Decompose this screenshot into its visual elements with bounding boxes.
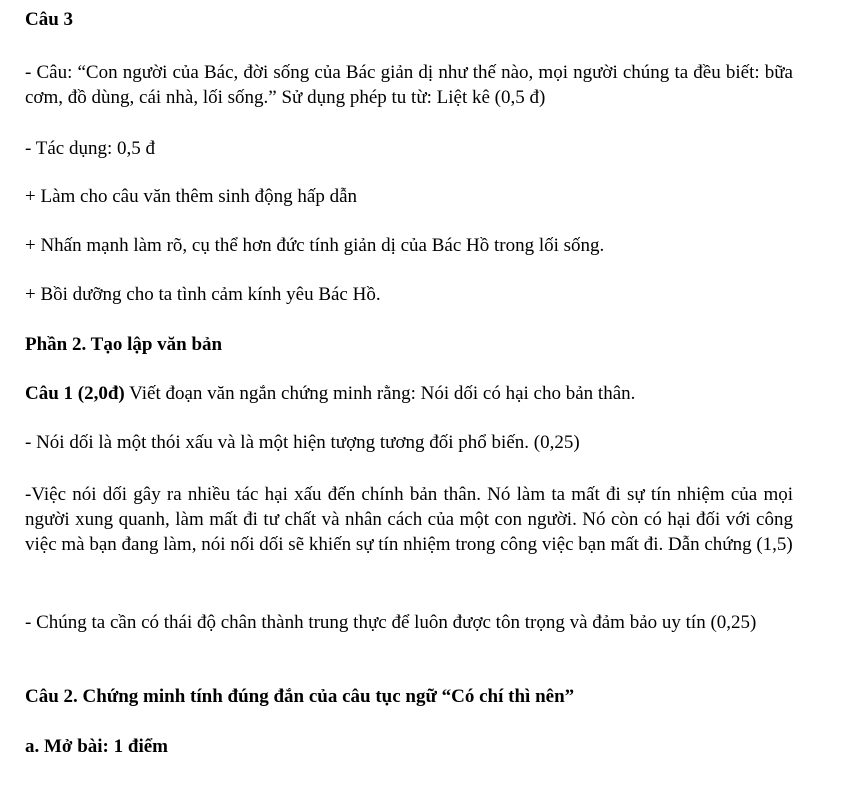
cau3-sentence-paragraph: - Câu: “Con người của Bác, đời sống của Bác giản dị như thế nào, mọi người chúng ta đều biết: bữa cơm, đồ dùng, cái nhà, lối sống.” Sử dụng phép tu từ: Liệt kê (0,5 đ) [25, 62, 793, 108]
effect-bullet-1: + Làm cho câu văn thêm sinh động hấp dẫn [25, 186, 358, 207]
effect-bullet-3: + Bồi dưỡng cho ta tình cảm kính yêu Bác Hồ. [25, 284, 381, 305]
effect-bullet-2: + Nhấn mạnh làm rõ, cụ thể hơn đức tính giản dị của Bác Hồ trong lối sống. [25, 235, 605, 256]
cau1-point-2: -Việc nói dối gây ra nhiều tác hại xấu đến chính bản thân. Nó làm ta mất đi sự tín nhiệm của mọi người xung quanh, làm mất đi tư chất và nhân cách của một con người. Nó còn có hại đối với công việc mà bạn đang làm, nói nối dối sẽ khiến sự tín nhiệm trong công việc bạn mất đi. Dẫn chứng (1,5) [25, 484, 793, 555]
cau1-text: Viết đoạn văn ngắn chứng minh rằng: Nói dối có hại cho bản thân. [124, 383, 636, 404]
cau1-prompt [25, 382, 635, 406]
cau3-heading: Câu 3 [25, 9, 74, 30]
cau1-point-3: - Chúng ta cần có thái độ chân thành trung thực để luôn được tôn trọng và đảm bảo uy tín (0,25) [25, 612, 757, 633]
cau2-heading: Câu 2. Chứng minh tính đúng đắn của câu tục ngữ “Có chí thì nên” [25, 686, 575, 707]
effect-heading: - Tác dụng: 0,5 đ [25, 138, 155, 159]
cau1-point-1: - Nói dối là một thói xấu và là một hiện tượng tương đối phổ biến. (0,25) [25, 432, 580, 453]
cau1-label: Câu 1 (2,0đ) [25, 383, 125, 404]
part2-heading: Phần 2. Tạo lập văn bản [25, 334, 223, 355]
mo-bai-heading: a. Mở bài: 1 điểm [25, 736, 168, 757]
